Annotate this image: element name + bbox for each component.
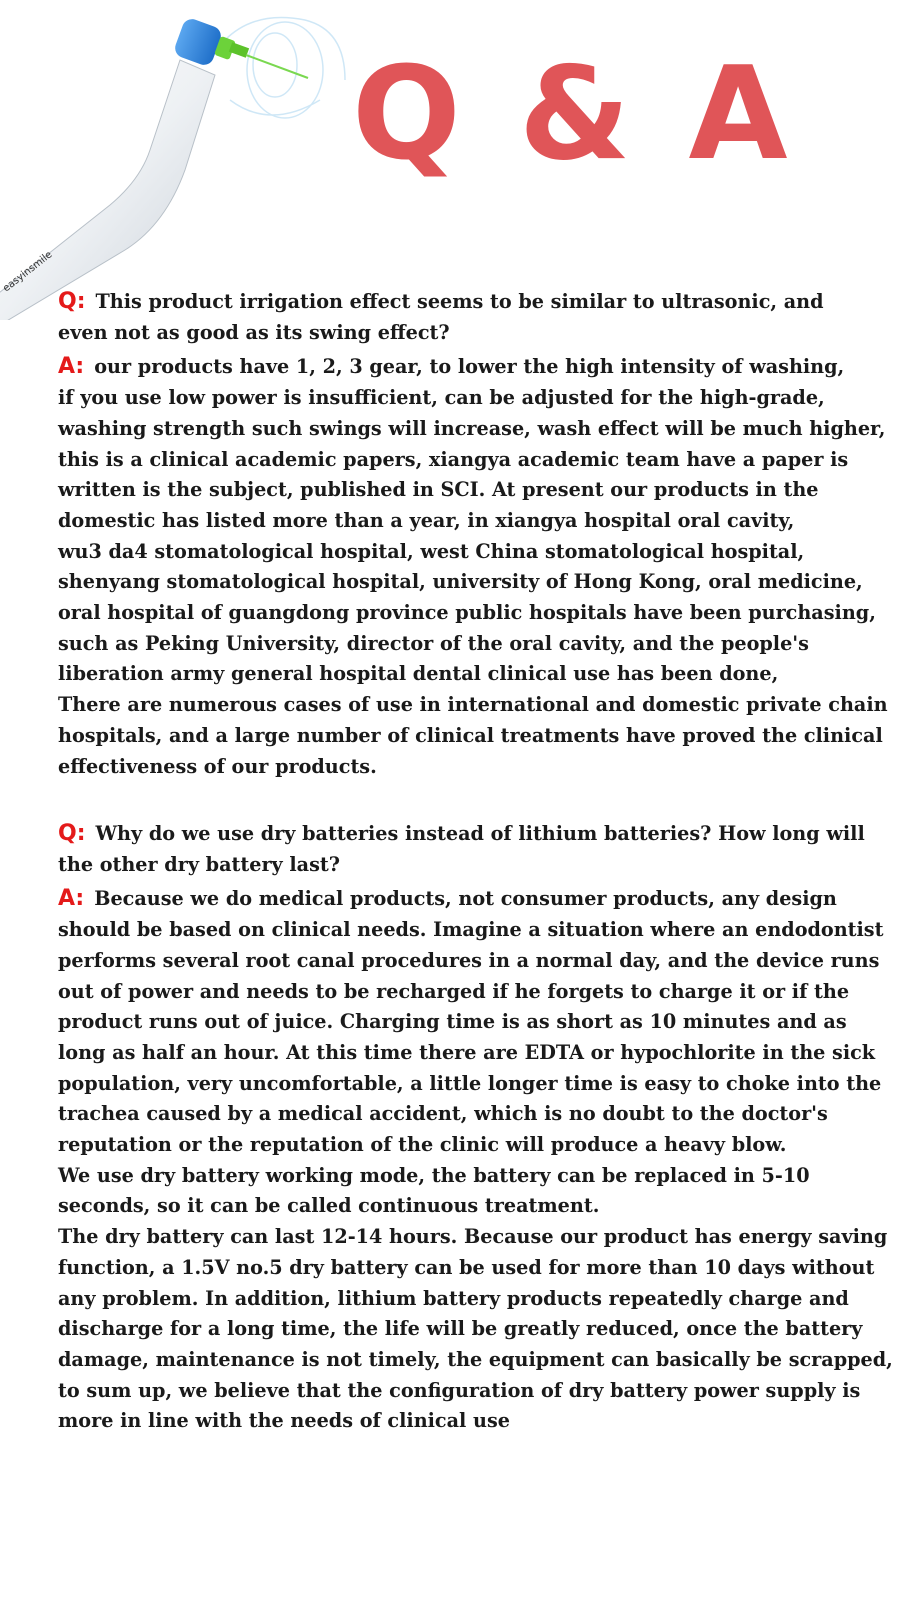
answer-label: A: xyxy=(58,354,85,380)
title-letter-a: A xyxy=(688,40,792,189)
answer-line xyxy=(58,1007,878,1038)
question-label: Q: xyxy=(58,289,86,314)
answer-text: oral hospital of guangdong province public hospitals have been purchasing, xyxy=(58,601,876,625)
answer-text: liberation army general hospital dental clinical use has been done, xyxy=(58,662,779,686)
header-banner xyxy=(0,0,900,295)
answer-text: domestic has listed more than a year, in xiangya hospital oral cavity, xyxy=(58,508,795,532)
question-line xyxy=(58,287,878,318)
device-body xyxy=(0,60,215,320)
question xyxy=(58,819,878,880)
question-line xyxy=(58,819,878,850)
needle-hub-icon xyxy=(214,36,308,78)
answer-line xyxy=(58,1345,893,1376)
qa-item xyxy=(58,819,893,1437)
answer-line xyxy=(58,445,878,476)
question xyxy=(58,287,878,348)
answer-text: seconds, so it can be called continuous treatment. xyxy=(58,1194,600,1218)
question-text: This product irrigation effect seems to be similar to ultrasonic, and xyxy=(95,290,824,313)
answer-text: this is a clinical academic papers, xiangya academic team have a paper is xyxy=(58,447,849,471)
question-line xyxy=(58,850,878,881)
answer-text: effectiveness of our products. xyxy=(58,754,377,778)
answer-text: wu3 da4 stomatological hospital, west China stomatological hospital, xyxy=(58,539,805,563)
question-label: Q: xyxy=(58,821,86,846)
answer-line xyxy=(58,1284,878,1315)
answer-line xyxy=(58,1253,878,1284)
answer-text: product runs out of juice. Charging time is as short as 10 minutes and as xyxy=(58,1010,847,1034)
answer-text: discharge for a long time, the life will be greatly reduced, once the battery xyxy=(58,1317,863,1341)
answer-text: shenyang stomatological hospital, university of Hong Kong, oral medicine, xyxy=(58,570,863,594)
answer-text: population, very uncomfortable, a little longer time is easy to choke into the xyxy=(58,1071,882,1095)
answer-text: The dry battery can last 12-14 hours. Because our product has energy saving xyxy=(58,1225,888,1249)
answer-line xyxy=(58,1222,888,1253)
answer-line xyxy=(58,414,886,445)
qa-title xyxy=(352,40,792,190)
answer-text: hospitals, and a large number of clinical treatments have proved the clinical xyxy=(58,723,883,747)
answer-line xyxy=(58,352,878,383)
qa-item xyxy=(58,287,888,782)
answer xyxy=(58,884,893,1437)
answer xyxy=(58,352,888,782)
answer-line xyxy=(58,1038,878,1069)
answer-text: Because we do medical products, not consumer products, any design xyxy=(94,887,837,911)
answer-line xyxy=(58,1099,878,1130)
answer-line xyxy=(58,506,878,537)
question-line xyxy=(58,318,878,349)
question-text: Why do we use dry batteries instead of lithium batteries? How long will xyxy=(95,822,865,845)
answer-line xyxy=(58,690,888,721)
answer-line xyxy=(58,884,878,915)
answer-text: our products have 1, 2, 3 gear, to lower the high intensity of washing, xyxy=(94,355,845,379)
answer-line xyxy=(58,1406,878,1437)
answer-text: to sum up, we believe that the configuration of dry battery power supply is xyxy=(58,1378,861,1402)
answer-text: more in line with the needs of clinical use xyxy=(58,1409,510,1433)
answer-line xyxy=(58,629,878,660)
title-ampersand: & xyxy=(518,40,635,189)
answer-text: performs several root canal procedures in a normal day, and the device runs xyxy=(58,948,880,972)
answer-line xyxy=(58,1191,878,1222)
device-brand-label: easyinsmile xyxy=(1,249,55,295)
answer-text: if you use low power is insufficient, can be adjusted for the high-grade, xyxy=(58,386,825,410)
answer-line xyxy=(58,915,884,946)
answer-text: written is the subject, published in SCI. At present our products in the xyxy=(58,478,819,502)
answer-text: trachea caused by a medical accident, which is no doubt to the doctor's xyxy=(58,1102,828,1126)
answer-line xyxy=(58,946,878,977)
answer-text: reputation or the reputation of the clinic will produce a heavy blow. xyxy=(58,1133,787,1157)
question-text: even not as good as its swing effect? xyxy=(58,320,450,344)
answer-line xyxy=(58,537,878,568)
answer-line xyxy=(58,977,878,1008)
answer-line xyxy=(58,1161,878,1192)
answer-line xyxy=(58,598,878,629)
dental-irrigator-device-image xyxy=(0,0,360,320)
answer-line xyxy=(58,1130,878,1161)
answer-line xyxy=(58,1314,878,1345)
answer-line xyxy=(58,383,878,414)
answer-text: should be based on clinical needs. Imagine a situation where an endodontist xyxy=(58,918,884,942)
answer-text: We use dry battery working mode, the battery can be replaced in 5-10 xyxy=(58,1163,810,1187)
answer-text: damage, maintenance is not timely, the equipment can basically be scrapped, xyxy=(58,1347,893,1371)
answer-line xyxy=(58,721,883,752)
question-text: the other dry battery last? xyxy=(58,852,341,876)
answer-line xyxy=(58,752,878,783)
answer-text: out of power and needs to be recharged if he forgets to charge it or if the xyxy=(58,979,850,1003)
answer-text: washing strength such swings will increase, wash effect will be much higher, xyxy=(58,416,886,440)
water-splash-icon xyxy=(225,18,345,119)
answer-line xyxy=(58,1376,878,1407)
answer-text: any problem. In addition, lithium battery products repeatedly charge and xyxy=(58,1286,849,1310)
title-letter-q: Q xyxy=(352,40,465,189)
answer-line xyxy=(58,659,878,690)
answer-line xyxy=(58,1069,882,1100)
answer-label: A: xyxy=(58,886,85,912)
answer-line xyxy=(58,567,878,598)
answer-text: function, a 1.5V no.5 dry battery can be used for more than 10 days without xyxy=(58,1255,875,1279)
answer-text: long as half an hour. At this time there are EDTA or hypochlorite in the sick xyxy=(58,1040,876,1064)
answer-text: such as Peking University, director of the oral cavity, and the people's xyxy=(58,631,809,655)
answer-line xyxy=(58,475,878,506)
answer-text: There are numerous cases of use in international and domestic private chain xyxy=(58,693,888,717)
